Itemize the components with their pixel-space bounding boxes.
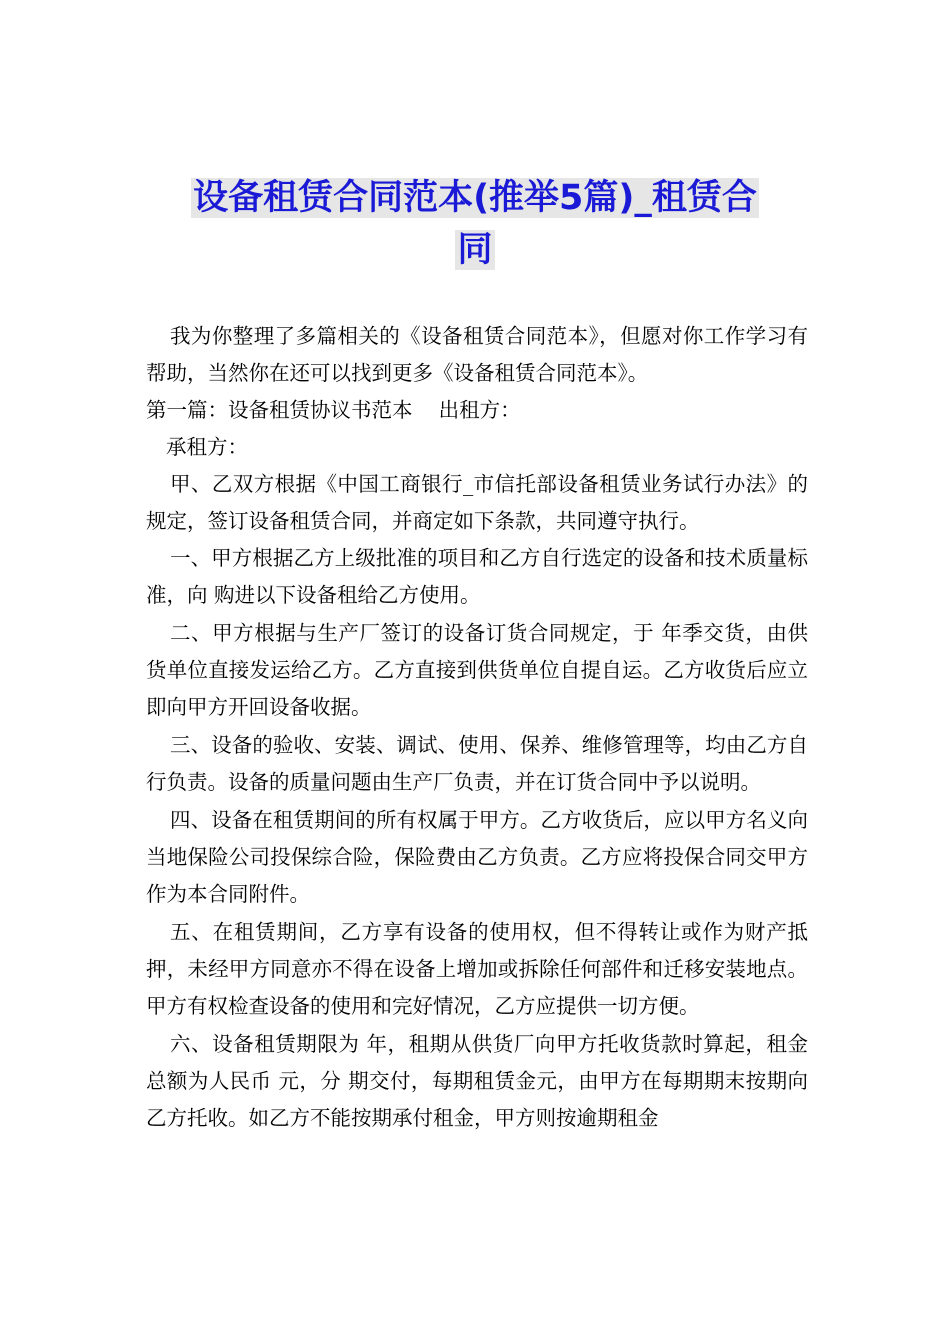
- paragraph-clause-4: 四、设备在租赁期间的所有权属于甲方。乙方收货后，应以甲方名义向当地保险公司投保综合险，保险费由乙方负责。乙方应将投保合同交甲方作为本合同附件。: [146, 808, 808, 906]
- paragraph-section-heading: 第一篇：设备租赁协议书范本 出租方：: [146, 398, 521, 422]
- title-line-1: 设备租赁合同范本(推举5篇)_租赁合: [193, 178, 757, 218]
- title-line-2: 同: [457, 230, 493, 270]
- document-title: [150, 172, 800, 276]
- paragraph-clause-1: 一、甲方根据乙方上级批准的项目和乙方自行选定的设备和技术质量标准，向 购进以下设备租给乙方使用。: [146, 546, 808, 607]
- paragraph-clause-5: 五、在租赁期间，乙方享有设备的使用权，但不得转让或作为财产抵押，未经甲方同意亦不得在设备上增加或拆除任何部件和迁移安装地点。甲方有权检查设备的使用和完好情况，乙方应提供一切方便。: [146, 920, 808, 1018]
- document-body: [146, 318, 808, 1137]
- paragraph-clause-6: 六、设备租赁期限为 年，租期从供货厂向甲方托收货款时算起，租金总额为人民币 元，分 期交付，每期租赁金元，由甲方在每期期末按期向乙方托收。如乙方不能按期承付租金，甲方则按逾期租金: [146, 1032, 808, 1130]
- paragraph-clause-2: 二、甲方根据与生产厂签订的设备订货合同规定，于 年季交货，由供货单位直接发运给乙方。乙方直接到供货单位自提自运。乙方收货后应立即向甲方开回设备收据。: [146, 621, 808, 719]
- paragraph-lessee: 承租方：: [166, 435, 248, 459]
- paragraph-intro: 我为你整理了多篇相关的《设备租赁合同范本》，但愿对你工作学习有帮助，当然你在还可以找到更多《设备租赁合同范本》。: [146, 324, 808, 385]
- paragraph-preamble: 甲、乙双方根据《中国工商银行_市信托部设备租赁业务试行办法》的规定，签订设备租赁合同，并商定如下条款，共同遵守执行。: [146, 472, 808, 533]
- paragraph-clause-3: 三、设备的验收、安装、调试、使用、保养、维修管理等，均由乙方自行负责。设备的质量问题由生产厂负责，并在订货合同中予以说明。: [146, 733, 808, 794]
